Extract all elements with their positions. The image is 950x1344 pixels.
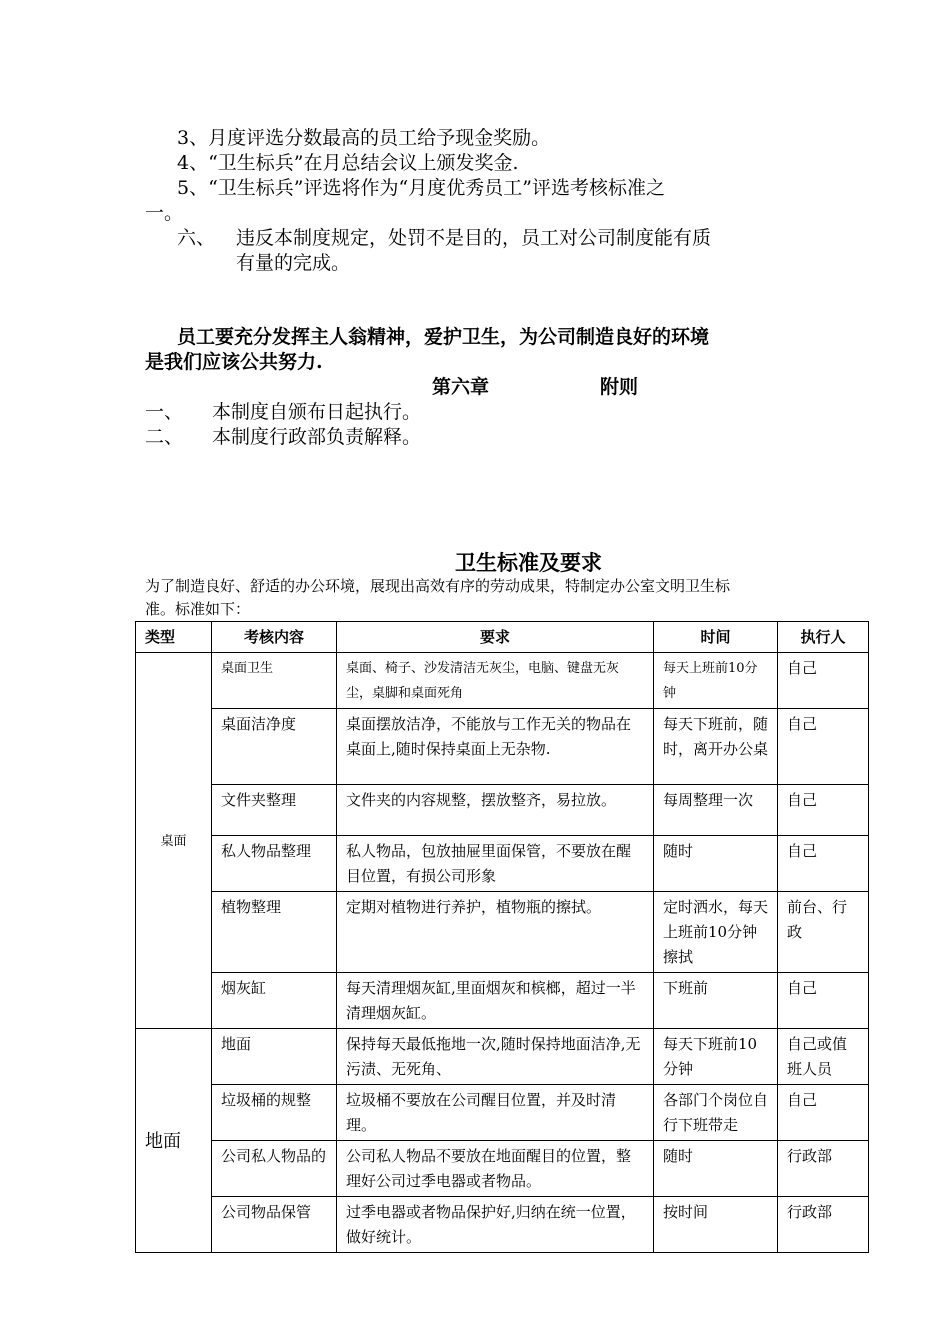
row-owner: 自己: [778, 836, 869, 892]
appendix-item-2-number: 二、: [145, 426, 184, 448]
row-item: 桌面卫生: [212, 653, 337, 709]
table-header-row: [136, 622, 869, 653]
row-time: 每天下班前10分钟: [654, 1029, 778, 1085]
row-item: 文件夹整理: [212, 785, 337, 836]
header-item: 考核内容: [212, 622, 337, 653]
table-row: [136, 892, 869, 973]
row-owner: 自己或值班人员: [778, 1029, 869, 1085]
row-time: 每天下班前，随时，离开办公桌: [654, 709, 778, 785]
section-6-line2: 有量的完成。: [236, 252, 351, 274]
row-time: 随时: [654, 1141, 778, 1197]
header-time: 时间: [654, 622, 778, 653]
row-item: 私人物品整理: [212, 836, 337, 892]
row-requirement: 文件夹的内容规整，摆放整齐，易拉放。: [337, 785, 654, 836]
rule-item-4: 4、“卫生标兵”在月总结会议上颁发奖金.: [177, 152, 519, 174]
row-owner: 前台、行政: [778, 892, 869, 973]
row-requirement: 公司私人物品不要放在地面醒目的位置，整理好公司过季电器或者物品。: [337, 1141, 654, 1197]
table-row: [136, 1141, 869, 1197]
row-owner: 行政部: [778, 1197, 869, 1253]
row-owner: 自己: [778, 785, 869, 836]
row-time: 按时间: [654, 1197, 778, 1253]
row-time: 随时: [654, 836, 778, 892]
row-requirement: 桌面、椅子、沙发清洁无灰尘，电脑、键盘无灰尘，桌脚和桌面死角: [337, 653, 654, 709]
standards-title: 卫生标准及要求: [455, 550, 602, 575]
row-item: 公司私人物品的: [212, 1141, 337, 1197]
row-time: 下班前: [654, 973, 778, 1029]
section-6-line1: 违反本制度规定，处罚不是目的，员工对公司制度能有质: [236, 227, 712, 249]
row-item: 垃圾桶的规整: [212, 1085, 337, 1141]
row-requirement: 桌面摆放洁净，不能放与工作无关的物品在桌面上,随时保持桌面上无杂物.: [337, 709, 654, 785]
row-item: 烟灰缸: [212, 973, 337, 1029]
table-row: [136, 709, 869, 785]
row-owner: 自己: [778, 653, 869, 709]
row-owner: 行政部: [778, 1141, 869, 1197]
row-owner: 自己: [778, 709, 869, 785]
rule-item-3: 3、月度评选分数最高的员工给予现金奖励。: [177, 127, 551, 149]
rule-item-5-line2: 一。: [145, 202, 184, 224]
appendix-item-2-text: 本制度行政部负责解释。: [212, 426, 422, 448]
category-floor: 地面: [136, 1029, 212, 1253]
row-requirement: 私人物品，包放抽屉里面保管，不要放在醒目位置，有损公司形象: [337, 836, 654, 892]
table-row: [136, 836, 869, 892]
row-time: 每周整理一次: [654, 785, 778, 836]
row-owner: 自己: [778, 1085, 869, 1141]
row-owner: 自己: [778, 973, 869, 1029]
row-requirement: 过季电器或者物品保护好,归纳在统一位置，做好统计。: [337, 1197, 654, 1253]
row-item: 公司物品保管: [212, 1197, 337, 1253]
row-requirement: 定期对植物进行养护，植物瓶的擦拭。: [337, 892, 654, 973]
standards-intro-line1: 为了制造良好、舒适的办公环境，展现出高效有序的劳动成果，特制定办公室文明卫生标: [145, 577, 731, 595]
row-requirement: 垃圾桶不要放在公司醒目位置，并及时清理。: [337, 1085, 654, 1141]
header-requirement: 要求: [337, 622, 654, 653]
exhortation-line1: 员工要充分发挥主人翁精神，爱护卫生，为公司制造良好的环境: [177, 326, 710, 348]
table-row: [136, 1029, 869, 1085]
chapter-name: 附则: [600, 376, 639, 398]
category-desk: 桌面: [136, 653, 212, 1029]
table-row: [136, 785, 869, 836]
header-owner: 执行人: [778, 622, 869, 653]
row-time: 各部门个岗位自行下班带走: [654, 1085, 778, 1141]
row-requirement: 保持每天最低拖地一次,随时保持地面洁净,无污渍、无死角、: [337, 1029, 654, 1085]
table-row: [136, 1085, 869, 1141]
row-time: 定时洒水，每天上班前10分钟擦拭: [654, 892, 778, 973]
row-item: 桌面洁净度: [212, 709, 337, 785]
standards-table: [135, 621, 869, 1253]
standards-intro-line2: 准。标准如下：: [145, 600, 251, 618]
table-row: [136, 1197, 869, 1253]
chapter-number: 第六章: [432, 376, 490, 398]
row-item: 地面: [212, 1029, 337, 1085]
section-6-number: 六、: [177, 227, 216, 249]
row-time: 每天上班前10分钟: [654, 653, 778, 709]
appendix-item-1-text: 本制度自颁布日起执行。: [212, 401, 422, 423]
exhortation-line2: 是我们应该公共努力.: [145, 351, 323, 373]
appendix-item-1-number: 一、: [145, 401, 184, 423]
table-row: [136, 653, 869, 709]
table-row: [136, 973, 869, 1029]
header-type: 类型: [136, 622, 212, 653]
row-requirement: 每天清理烟灰缸,里面烟灰和槟榔，超过一半清理烟灰缸。: [337, 973, 654, 1029]
row-item: 植物整理: [212, 892, 337, 973]
rule-item-5-line1: 5、“卫生标兵”评选将作为“月度优秀员工”评选考核标准之: [177, 177, 665, 199]
